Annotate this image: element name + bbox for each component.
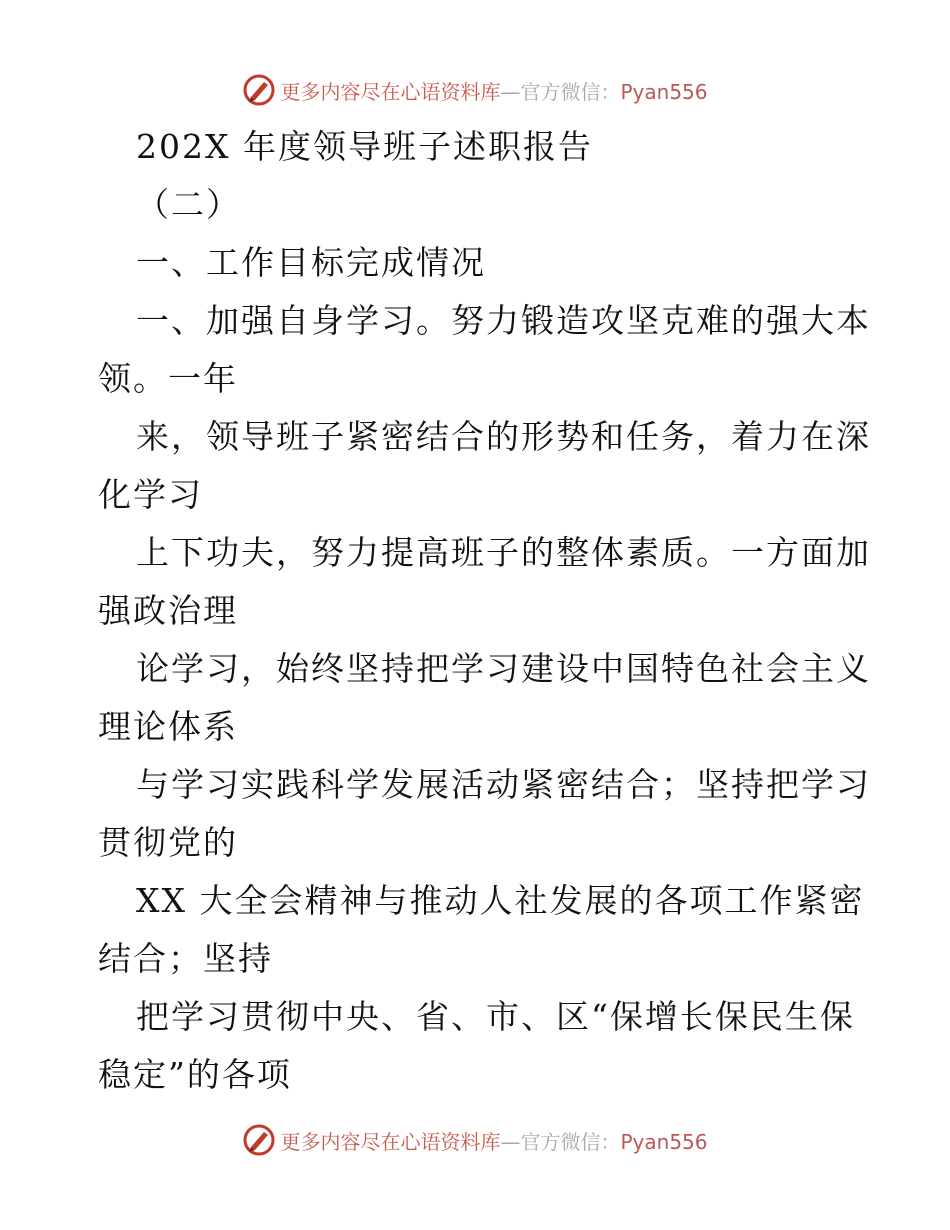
paragraph-line: 稳定”的各项 <box>98 1055 292 1094</box>
section-heading: 一、工作目标完成情况 <box>136 243 486 282</box>
banner-official-label: 官方微信： <box>520 79 621 104</box>
paragraph-line: 结合；坚持 <box>98 939 273 978</box>
document-subtitle: （二） <box>136 185 241 224</box>
banner-brand: 更多内容尽在心语资料库 <box>280 79 501 104</box>
banner-dash: — <box>500 79 521 104</box>
paragraph-line: XX 大全会精神与推动人社发展的各项工作紧密 <box>136 881 865 920</box>
banner-dash: — <box>500 1129 521 1154</box>
footer-banner <box>0 1120 950 1160</box>
paragraph-line: 上下功夫，努力提高班子的整体素质。一方面加 <box>136 533 871 572</box>
banner-handle: Pyan556 <box>620 1129 708 1154</box>
paragraph-line: 领。一年 <box>98 359 238 398</box>
paragraph-line: 强政治理 <box>98 591 238 630</box>
banner-text <box>280 76 707 105</box>
pen-logo-icon <box>242 1123 276 1157</box>
paragraph-line: 来，领导班子紧密结合的形势和任务，着力在深 <box>136 417 871 456</box>
pen-logo-icon <box>242 73 276 107</box>
document-title: 202X 年度领导班子述职报告 <box>136 127 593 166</box>
paragraph-line: 把学习贯彻中央、省、市、区“保增长保民生保 <box>136 997 855 1036</box>
document-body <box>98 118 871 1104</box>
paragraph-line: 论学习，始终坚持把学习建设中国特色社会主义 <box>136 649 871 688</box>
header-banner <box>0 70 950 110</box>
paragraph-line: 贯彻党的 <box>98 823 238 862</box>
paragraph-line: 一、加强自身学习。努力锻造攻坚克难的强大本 <box>136 301 871 340</box>
paragraph-line: 理论体系 <box>98 707 238 746</box>
banner-handle: Pyan556 <box>620 79 708 104</box>
paragraph-line: 化学习 <box>98 475 203 514</box>
banner-brand: 更多内容尽在心语资料库 <box>280 1129 501 1154</box>
banner-official-label: 官方微信： <box>520 1129 621 1154</box>
banner-text <box>280 1126 707 1155</box>
paragraph-line: 与学习实践科学发展活动紧密结合；坚持把学习 <box>136 765 871 804</box>
